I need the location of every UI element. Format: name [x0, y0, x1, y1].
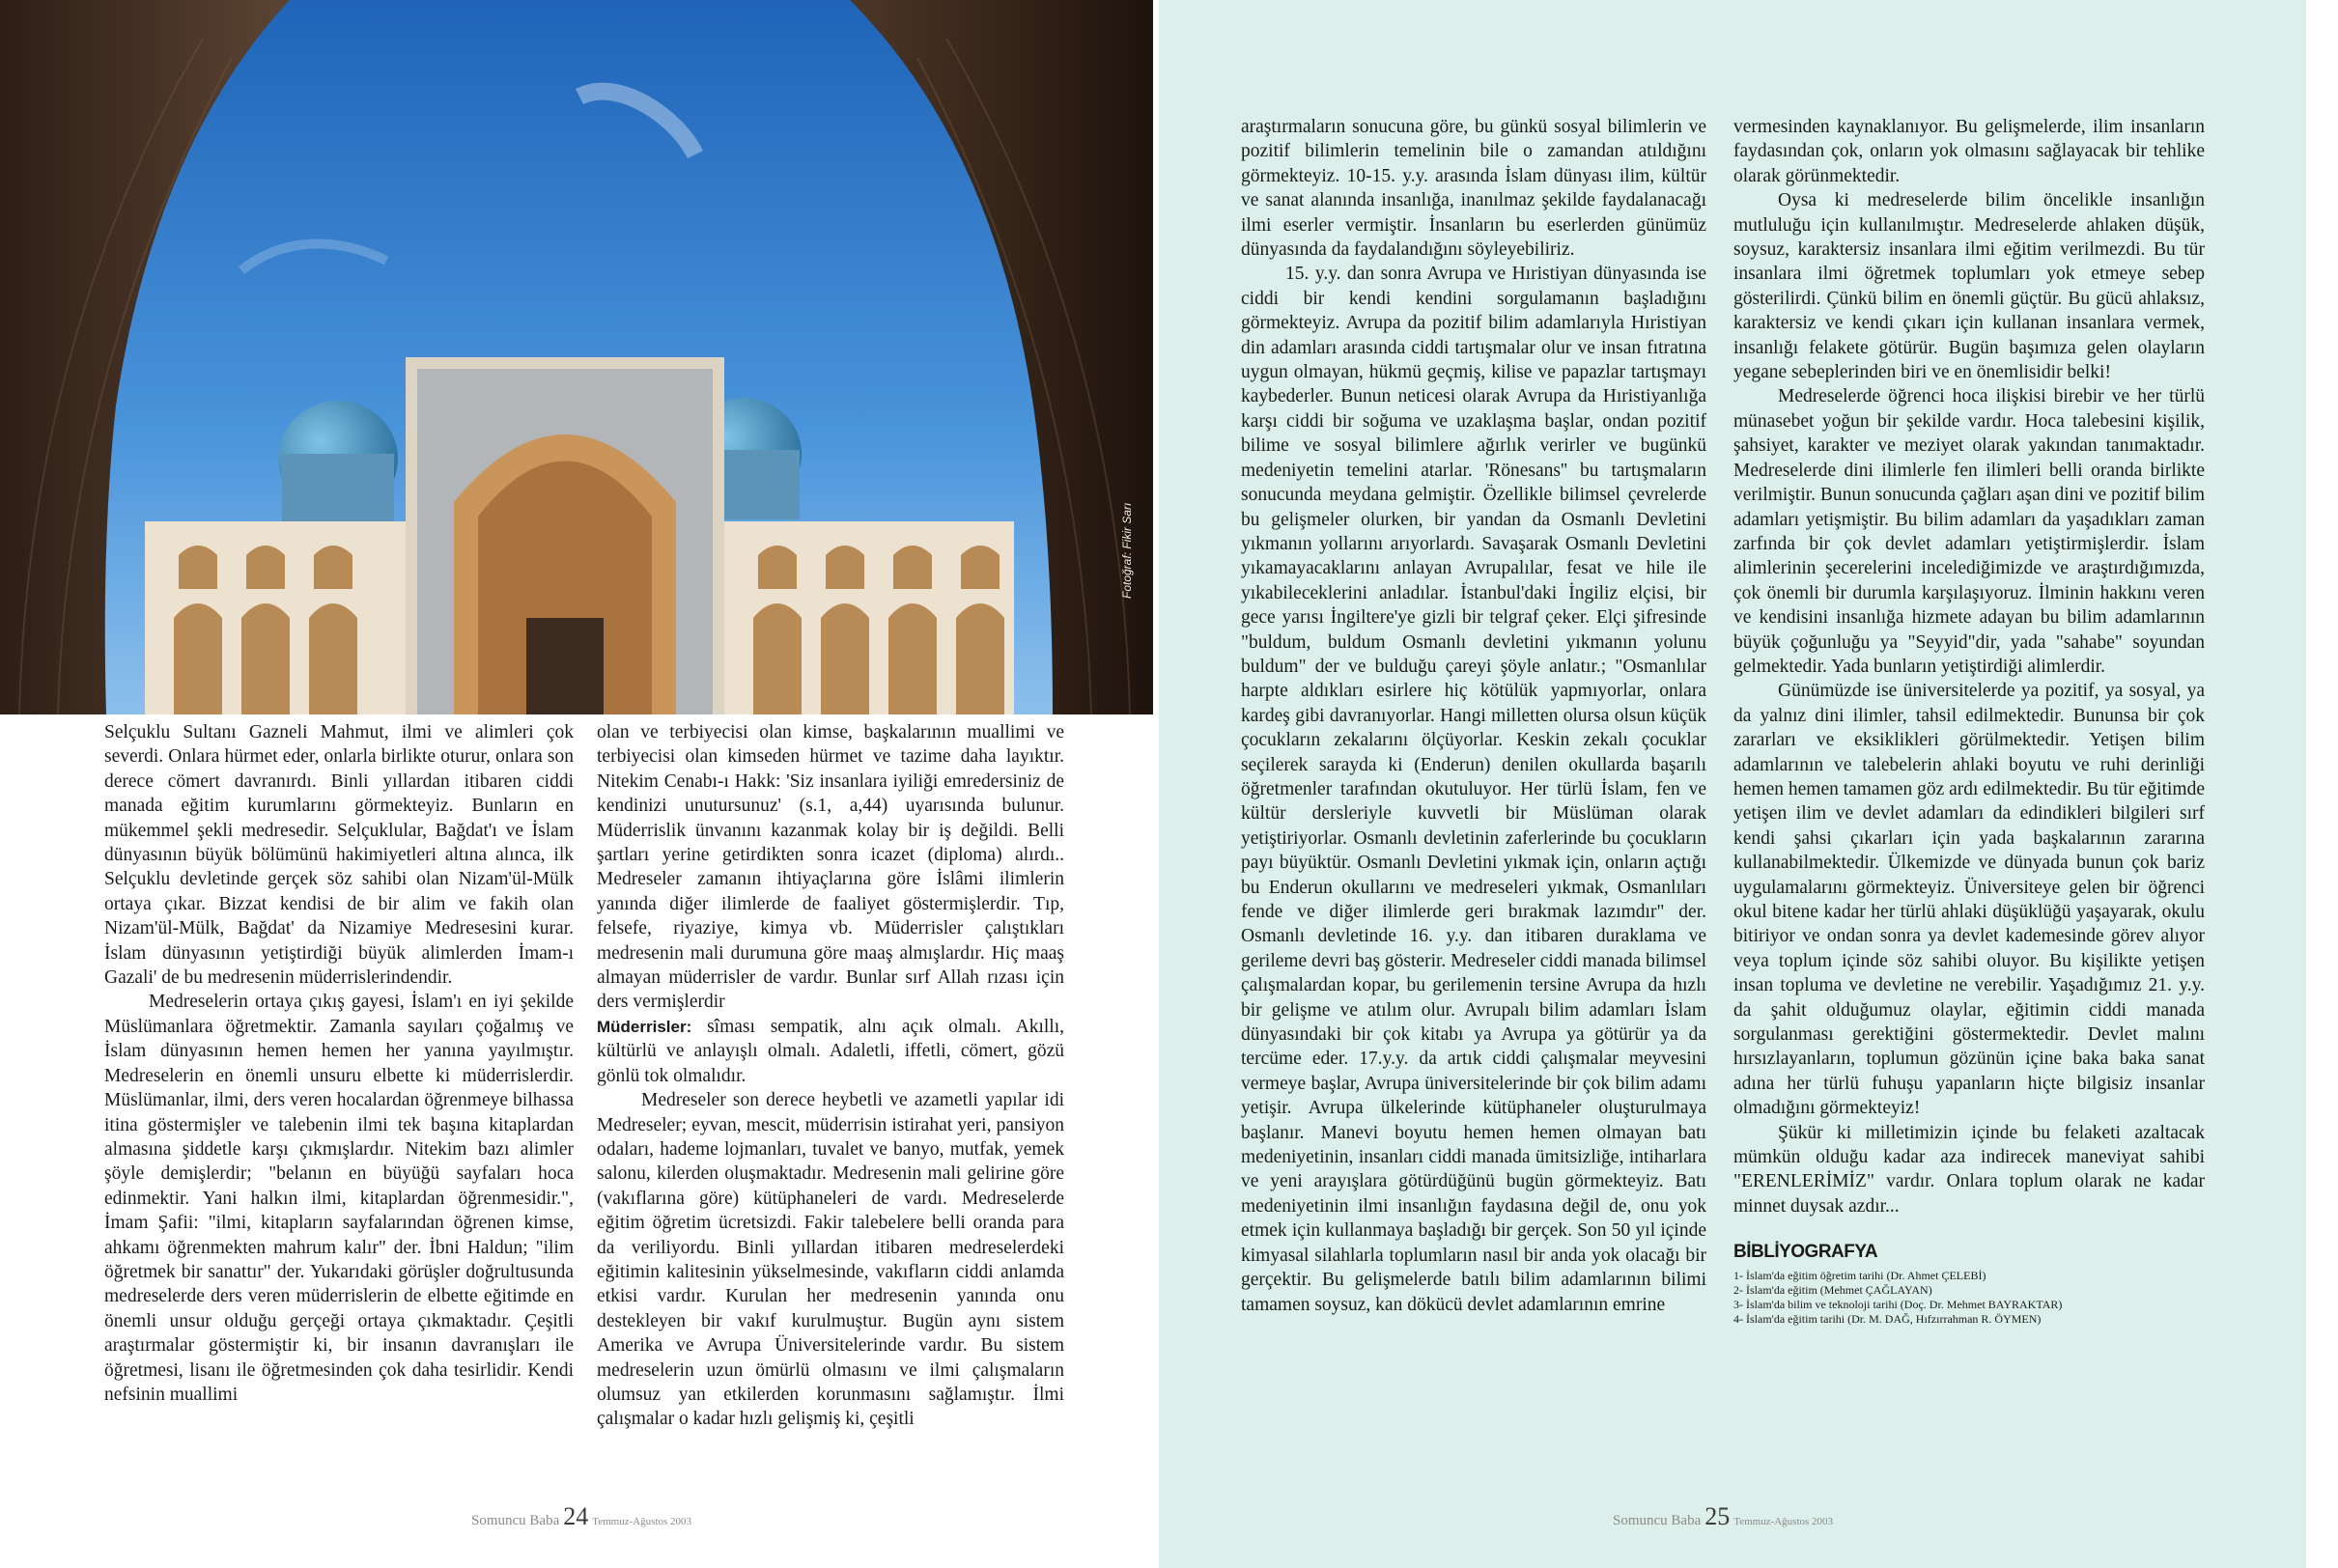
paragraph: vermesinden kaynaklanıyor. Bu gelişmelerde, ilim insanların faydasından çok, onların yok olmasını sağlayacak bir tehlike olarak görünmektedir. [1733, 117, 2205, 186]
magazine-name: Somuncu Baba [1613, 1513, 1702, 1528]
page-footer-right [1613, 1502, 1833, 1531]
paragraph: Selçuklu Sultanı Gazneli Mahmut, ilmi ve alimleri çok severdi. Onlara hürmet eder, onlarla birlikte oturur, onlara son derece cömert davranırdı. Binli yıllardan itibaren ciddi manada eğitim kurumlarını görmekteyiz. Bunların en mükemmel şekli medresedir. Selçuklular, Bağdat'ı ve İslam dünyasının büyük bölümünü hakimiyetleri altına alınca, ilk Selçuklu devletinde gerçek söz sahibi olan Nizam'ül-Mülk ortaya çıkar. Bizzat kendisi de bir alim ve fakih olan Nizam'ül-Mülk, Bağdat' da Nizamiye Medresesini kurar. İslam dünyasının yetiştirdiği büyük alimlerden İmam-ı Gazali' de bu medresenin müderrislerindendir. [104, 722, 574, 989]
paragraph: 15. y.y. dan sonra Avrupa ve Hıristiyan dünyasında ise ciddi bir kendi kendini sorgulamanın başladığını görmekteyiz. Avrupa da pozitif bilim adamlarıyla Hıristiyan din adamları arasında ciddi tartışmalar olur ve insan fıtratına uygun olmayan, hükmü geçmiş, kilise ve papazlar tartışmayı kaybederler. Bunun neticesi olarak Avrupa da Hıristiyanlığa karşı ciddi bir soğuma ve uzaklaşma başlar, ondan pozitif bilime ve sosyal bilimlere ağırlık verirler ve bugünkü medeniyetin temelini atarlar. 'Rönesans'' bu tartışmaların sonucunda meydana gelmiştir. Özellikle bilimsel çevrelerde bu gelişmeler olurken, bir yandan da Osmanlı Devletini yıkmanın yollarını arıyorlardı. Savaşarak Osmanlı Devletini yıkamayacaklarını anlayan Avrupalılar, fesat ve hile ile yıkabileceklerini anladılar. İstanbul'daki İngiliz elçisi, bir gece yarısı İngiltere'ye gizli bir telgraf çeker. Elçi şifresinde "buldum, buldum Osmanlı devletini yıkmanın yolunu buldum" der ve bulduğu çareyi şöyle anlatır.; "Osmanlılar harpte aldıkları esirlere hiç kötülük yapmıyorlar, onlara kardeş gibi davranıyorlar. Hangi milletten olursa olsun küçük çocukların zekalarını ölçüyorlar. Keskin zekalı çocuklar seçilerek sarayda ki (Enderun) denilen okullarda başarılı öğretmenler tarafından okutuluyor. Her türlü İslam, fen ve kültür dersleriyle kuvvetli bir Müslüman olarak yetiştiriyorlar. Osmanlı devletinin zaferlerinde bu çocukların payı büyüktür. Osmanlı Devletini yıkmak için, onların açtığı bu Enderun okullarını ve medreseleri yıkmak, Osmanlıları fende ve diğer ilimlerde geri bırakmak lazımdır" der. Osmanlı devletinde 16. y.y. dan itibaren duraklama ve gerileme devri baş gösterir. Medreseler ciddi manada bilimsel çalışmalardan kopar, bu gerilemenin tersine Avrupa da hızlı bir gelişme ve atılım olur. Avrupalı bilim adamları İslam dünyasındaki bir çok kitabı ya Avrupa ya götürür ya da tercüme eder. 17.y.y. da artık ciddi çalışmalar meyvesini vermeye başlar, Avrupa üniversitelerinde bir çok bilim adamı yetişir. Avrupa ülkelerinde kütüphaneler oluşturulmaya başlanır. Manevi boyutu hemen hemen olmayan batı medeniyetinin, insanları ciddi manada ümitsizliğe, intiharlara ve yeni arayışlara götürdüğünü bugün görmekteyiz. Batı medeniyetinin ilmi insanlığın faydasına değil de, onu yok etmek için kullanmaya başladığı bir gerçek. Son 50 yıl içinde kimyasal silahlarla toplumların nasıl bir anda yok olacağı bir gerçektir. Bu gelişmelerde batılı bilim adamlarının bilimi tamamen soysuz, kan dökücü devlet adamlarının emrine [1241, 264, 1706, 1315]
right-column-2 [1733, 115, 2205, 1327]
bibliography-item: 4- İslam'da eğitim tarihi (Dr. M. DAĞ, Hıfzırrahman R. ÖYMEN) [1733, 1311, 2042, 1326]
magazine-name: Somuncu Baba [471, 1513, 560, 1528]
page-edge [2306, 0, 2338, 1568]
paragraph: Şükür ki milletimizin içinde bu felaketi azaltacak mümkün olduğu kadar aza indirecek maneviyat sahibi "ERENLERİMİZ" vardır. Onlara toplum olarak ne kadar minnet duysak azdır... [1733, 1122, 2205, 1217]
issue-date: Temmuz-Ağustos 2003 [1733, 1516, 1834, 1527]
paragraph-text: sîması sempatik, alnı açık olmalı. Akıllı, kültürlü ve anlayışlı olmalı. Adaletli, iffetli, cömert, gözü gönlü tok olmalıdır. [597, 1016, 1064, 1086]
issue-date: Temmuz-Ağustos 2003 [592, 1516, 692, 1527]
paragraph: Medreselerin ortaya çıkış gayesi, İslam'ı en iyi şekilde Müslümanlara öğretmektir. Zamanla sayıları çoğalmış ve İslam dünyasının hemen hemen her yanına yayılmıştır. Medreselerin en önemli unsuru elbette ki müderrislerdir. Müslümanlar, ilmi, ders veren hocalardan öğrenmeye bilhassa itina göstermişler ve talebenin ilmi tek başına kitaplardan almasına şiddetle karşı çıkmışlardır. Nitekim bazı alimler şöyle demişlerdir; "belanın en büyüğü sayfaları hoca edinmektir. Yani halkın ilmi, kitaplardan öğrenmesidir.", İmam Şafii: "ilmi, kitapların sayfalarından öğrenen kimse, ahkamı öğrenmekten mahrum kalır" der. İbni Haldun; "ilim öğretmek bir sanattır" der. Yukarıdaki görüşler doğrultusunda medreselerde ders veren müderrislerin de elbette eğitimde en önemli unsur olduğu gerçeği ortaya çıkmaktadır. Çeşitli araştırmalar göstermiştir ki, bir insanın davranışları ile öğretmesi, lisanı ile öğretmesinden çok daha tesirlidir. Kendi nefsinin muallimi [104, 992, 574, 1405]
right-column-1 [1241, 115, 1706, 1317]
page-number: 24 [563, 1502, 589, 1530]
paragraph: olan ve terbiyecisi olan kimse, başkalarının muallimi ve terbiyecisi olan kimseden hürmet ve tazime daha layıktır. Nitekim Cenabı-ı Hakk: 'Siz insanlara iyiliği emredersiniz de kendinizi unutursunuz' (s.1, a,44) uyarısında bulunur. Müderrislik ünvanını kazanmak kolay bir iş değildi. Belli şartları yerine getirdikten sonra icazet (diploma) alırdı.. Medreseler zamanın ihtiyaçlarına göre İslâmi ilimlerin yanında diğer ilimlerde de faaliyet göstermişlerdir. Tıp, felsefe, riyaziye, kimya vb. Müderrisler çalıştıkları medresenin mali durumuna göre maaş almışlardır. Hiç maaş almayan müderrisler de vardır. Bunlar sırf Allah rızası için ders vermişlerdir [597, 722, 1064, 1013]
bibliography-heading: BİBLİYOGRAFYA [1733, 1242, 1878, 1263]
page-number: 25 [1704, 1502, 1731, 1530]
paragraph: Oysa ki medreselerde bilim öncelikle insanlığın mutluluğu için kullanılmıştır. Medreselerde ahlaken düşük, soysuz, karaktersiz insanlara ilmi eğitim verilmezdi. Bu tür insanlara ilmi öğretmek toplumları yok etmeye sebep gösterilirdi. Çünkü bilim en önemli güçtür. Bu gücü ahlaksız, karaktersiz ve kendi çıkarı için kullanan insanlara vermek, insanlığı felakete götürür. Bugün başımıza gelen olayların yegane sebeplerinden biri ve en önemlisidir belki! [1733, 190, 2205, 383]
bibliography-item: 2- İslam'da eğitim (Mehmet ÇAĞLAYAN) [1733, 1282, 1932, 1297]
paragraph: Günümüzde ise üniversitelerde ya pozitif, ya sosyal, ya da yalnız dini ilimler, tahsil edilmektedir. Bununsa bir çok zararları ve eksiklikleri görülmektedir. Yetişen bilim adamlarının ve talebelerin ahlaki boyutu ve ruhi derinliği hemen hemen tamamen göz ardı edilmektedir. Bu tür eğitimde yetişen ilim ve devlet adamları da edindikleri bilgileri sırf kendi şahsi çıkarları için yada başkalarının zararına kullanabilmektedir. Ülkemizde ve dünyada bunun çok bariz uygulamalarını görmekteyiz. Üniversiteye gelen bir öğrenci okul bitene kadar her türlü ahlaki düşüklüğü yaşayarak, okulu bitiriyor ve ondan sonra ya devlet kademesinde görev alıyor veya toplum içinde söz sahibi oluyor. Bu kişilikte yetişen insan topluma ve devletine ne verebilir. Yaşadığımız 21. y.y. da şahit olduğumuz olaylar, eğitimin ciddi manada sorgulanması gerektiğini göstermektedir. Devlet malını hırsızlayanların, toplumun gözünün içine baka baka sanat adına her türlü fuhuşu yapanların hiçte bilgisiz insanlar olmadığını görmekteyiz! [1733, 681, 2205, 1119]
paragraph: araştırmaların sonucuna göre, bu günkü sosyal bilimlerin ve pozitif bilimlerin temelinin bile o zamandan atıldığını görmekteyiz. 10-15. y.y. arasında İslam dünyası ilim, kültür ve sanat alanında insanlığa, inanılmaz şekilde faydalanacağı ilmi eserler vermiştir. İnsanların bu eserlerden günümüz dünyasında da faydalandığını söyleyebiliriz. [1241, 117, 1706, 261]
bibliography-item: 3- İslam'da bilim ve teknoloji tarihi (Doç. Dr. Mehmet BAYRAKTAR) [1733, 1297, 2063, 1311]
photo-credit: Fotoğraf: Fikir Sarı [1120, 502, 1134, 599]
run-in-heading: Müderrisler: [597, 1017, 692, 1036]
paragraph: Medreseler son derece heybetli ve azametli yapılar idi Medreseler; eyvan, mescit, müderrisin istirahat yeri, pansiyon odaları, hademe lojmanları, tuvalet ve banyo, mutfak, yemek salonu, kilerden oluşmaktadır. Medresenin mali gelirine göre (vakıflarına göre) kütüphaneleri de vardı. Medreselerde eğitim öğretim ücretsizdi. Fakir talebelere belli oranda para da veriliyordu. Binli yıllardan itibaren medreselerdeki eğitimin kalitesinin yükselmesinde, vakıfların ciddi anlamda etkisi vardır. Kurulan her medresenin yanında onu destekleyen bir vakıf kurulmuştur. Bugün aynı sistem Amerika ve Avrupa Üniversitelerinde vardır. Bu sistem medreselerin uzun ömürlü olmasını ve ilmi çalışmaların olumsuz yan etkilerden korunmasını sağlamıştır. İlmi çalışmalar o kadar hızlı gelişmiş ki, çeşitli [597, 1090, 1064, 1430]
bibliography-item: 1- İslam'da eğitim öğretim tarihi (Dr. Ahmet ÇELEBİ) [1733, 1268, 1986, 1282]
paragraph: Medreselerde öğrenci hoca ilişkisi birebir ve her türlü münasebet yoğun bir şekilde vardır. Hoca talebesini kişilik, şahsiyet, karakter ve meziyet olarak yakından tanımaktadır. Medreselerde dini ilimlerle fen ilimleri belli oranda birlikte verilmiştir. Bunun sonucunda çağları aşan dini ve pozitif bilim adamları yetişmiştir. Bu bilim adamları da yaşadıkları zaman zarfında bir çok devlet adamları yetiştirmişlerdir. İslam alimlerinin şecerelerini incelediğimizde ve araştırdığımızda, çok önemli bir durumla karşılaşıyoruz. İlminin hakkını veren ve kendisini insanlığa hizmete adayan bu bilim adamlarının büyük çoğunluğu ya "Seyyid"dir, yada "sahabe" soyundan gelmektedir. Yada bunların yetiştirdiği alimlerdir. [1733, 386, 2205, 677]
bibliography-list [1733, 1269, 2205, 1327]
